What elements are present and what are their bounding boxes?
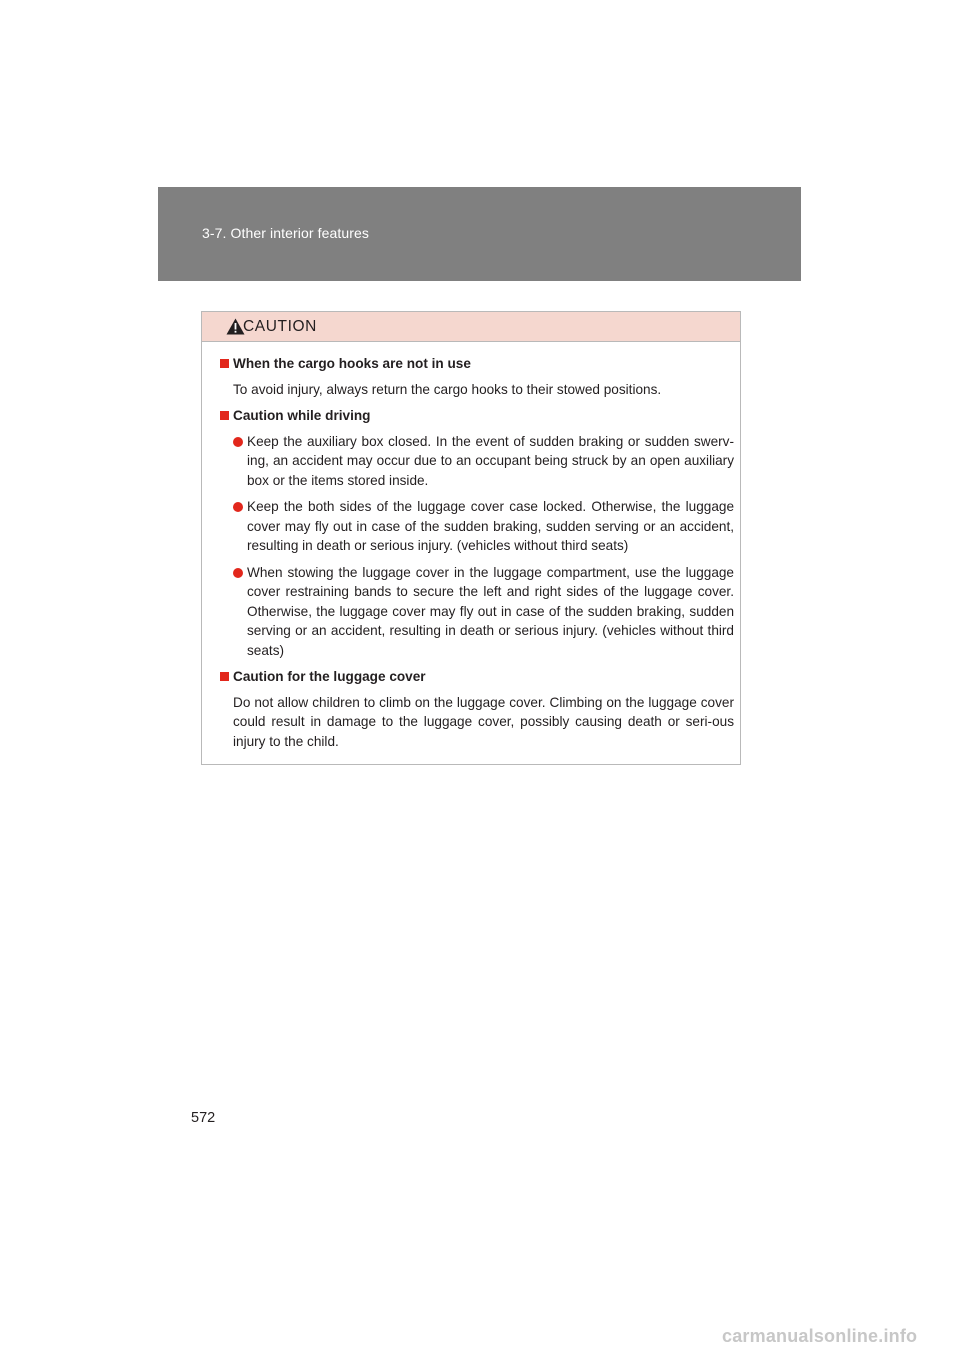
red-square-icon: [220, 359, 229, 368]
bullet-item: [233, 563, 734, 661]
section-heading: [220, 354, 734, 374]
header-band: [158, 187, 801, 281]
caution-box: [201, 311, 741, 765]
bullet-text: Keep the auxiliary box closed. In the event of sudden braking or sudden swerv-ing, an accident may occur due to an occupant being struck by an open auxiliary box or the items stored inside.: [247, 433, 734, 488]
red-bullet-icon: [233, 437, 243, 447]
bullet-text: When stowing the luggage cover in the luggage compartment, use the luggage cover restraining bands to secure the left and right sides of the luggage cover. Otherwise, the luggage cover may fly out in case of the sudden braking, sudden serving or an accident, resulting in death or serious injury. (vehicles without third seats): [247, 564, 734, 658]
watermark: carmanualsonline.info: [722, 1326, 918, 1346]
bullet-item: [233, 497, 734, 556]
section-heading-text: Caution for the luggage cover: [233, 669, 426, 684]
caution-body: [202, 342, 740, 751]
caution-title: CAUTION: [243, 318, 317, 335]
red-bullet-icon: [233, 568, 243, 578]
caution-header: [202, 312, 740, 342]
section-heading-text: When the cargo hooks are not in use: [233, 356, 471, 371]
red-square-icon: [220, 672, 229, 681]
section-text: Do not allow children to climb on the luggage cover. Climbing on the luggage cover could result in damage to the luggage cover, possibly causing death or seri-ous injury to the child.: [233, 694, 734, 749]
section-heading: [220, 667, 734, 687]
section-title: 3-7. Other interior features: [202, 225, 369, 241]
page-number: 572: [191, 1110, 216, 1126]
section-heading: [220, 406, 734, 426]
section-heading-text: Caution while driving: [233, 408, 371, 423]
bullet-item: [233, 432, 734, 491]
red-square-icon: [220, 411, 229, 420]
section-text: To avoid injury, always return the cargo hooks to their stowed positions.: [233, 381, 662, 397]
red-bullet-icon: [233, 502, 243, 512]
bullet-text: Keep the both sides of the luggage cover case locked. Otherwise, the luggage cover may fly out in case of the sudden braking, sudden serving or an accident, resulting in death or serious injury. (vehicles without third seats): [247, 499, 734, 553]
